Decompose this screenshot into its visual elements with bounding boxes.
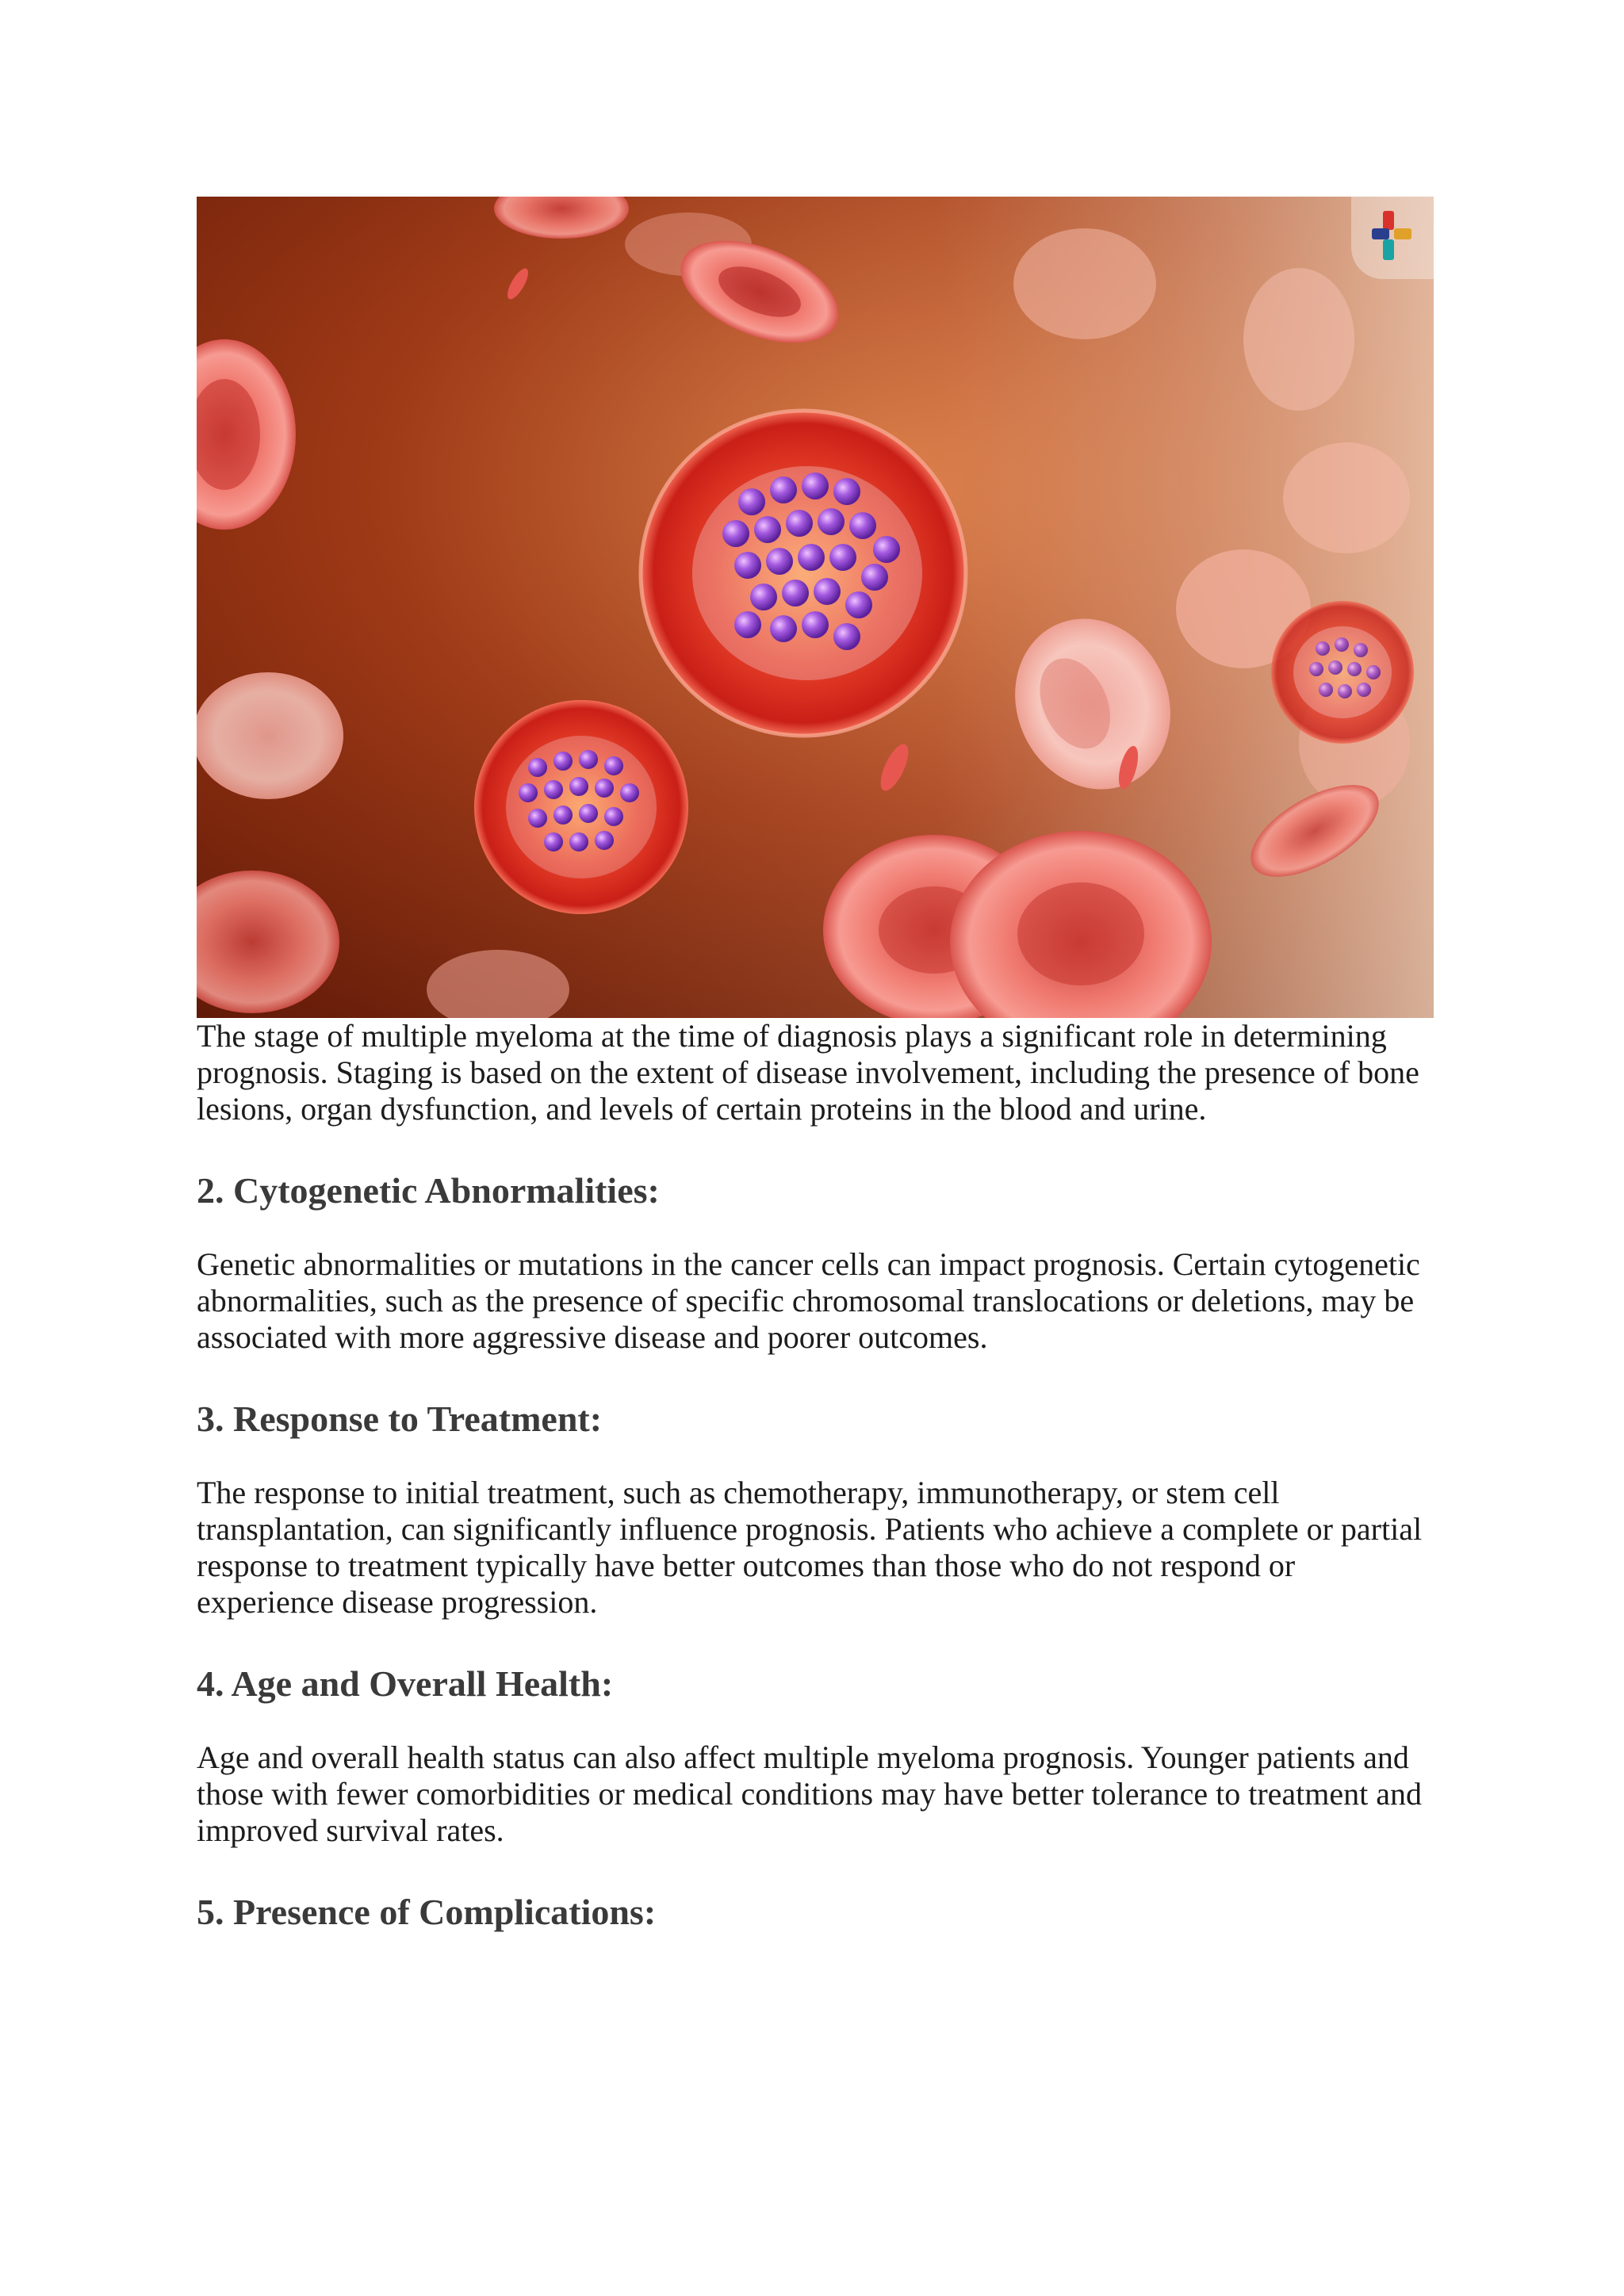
hero-image	[197, 197, 1434, 1018]
document-page	[197, 197, 1434, 1968]
section-heading-complications: 5. Presence of Complications:	[197, 1892, 657, 1932]
myeloma-cell-small	[474, 700, 688, 914]
blood-cells-illustration	[197, 197, 1434, 1018]
section-body-response: The response to initial treatment, such as chemotherapy, immunotherapy, or stem cell transplantation, can significantly influence prognosis. Patients who achieve a complete or partial response to treatment typically have better outcomes than those who do not respond or experience disease progression.	[197, 1475, 1423, 1620]
section-heading-age-health: 4. Age and Overall Health:	[197, 1663, 614, 1704]
section-body-age-health: Age and overall health status can also affect multiple myeloma prognosis. Younger patients and those with fewer comorbidities or medical conditions may have better tolerance to treatment and improved survival rates.	[197, 1739, 1423, 1848]
medical-cross-logo-icon	[1351, 197, 1434, 279]
intro-paragraph: The stage of multiple myeloma at the time of diagnosis plays a significant role in determining prognosis. Staging is based on the extent of disease involvement, including the presence of bone lesions, organ dysfunction, and levels of certain proteins in the blood and urine.	[197, 1018, 1419, 1127]
section-body-cytogenetic: Genetic abnormalities or mutations in the cancer cells can impact prognosis. Certain cytogenetic abnormalities, such as the presence of specific chromosomal translocations or deletions, may be associated with more aggressive disease and poorer outcomes.	[197, 1246, 1420, 1355]
section-heading-cytogenetic: 2. Cytogenetic Abnormalities:	[197, 1170, 660, 1211]
section-heading-response: 3. Response to Treatment:	[197, 1399, 603, 1439]
myeloma-cell-faded	[1271, 601, 1414, 744]
red-blood-cell	[197, 672, 343, 799]
myeloma-cell-large	[641, 411, 966, 736]
